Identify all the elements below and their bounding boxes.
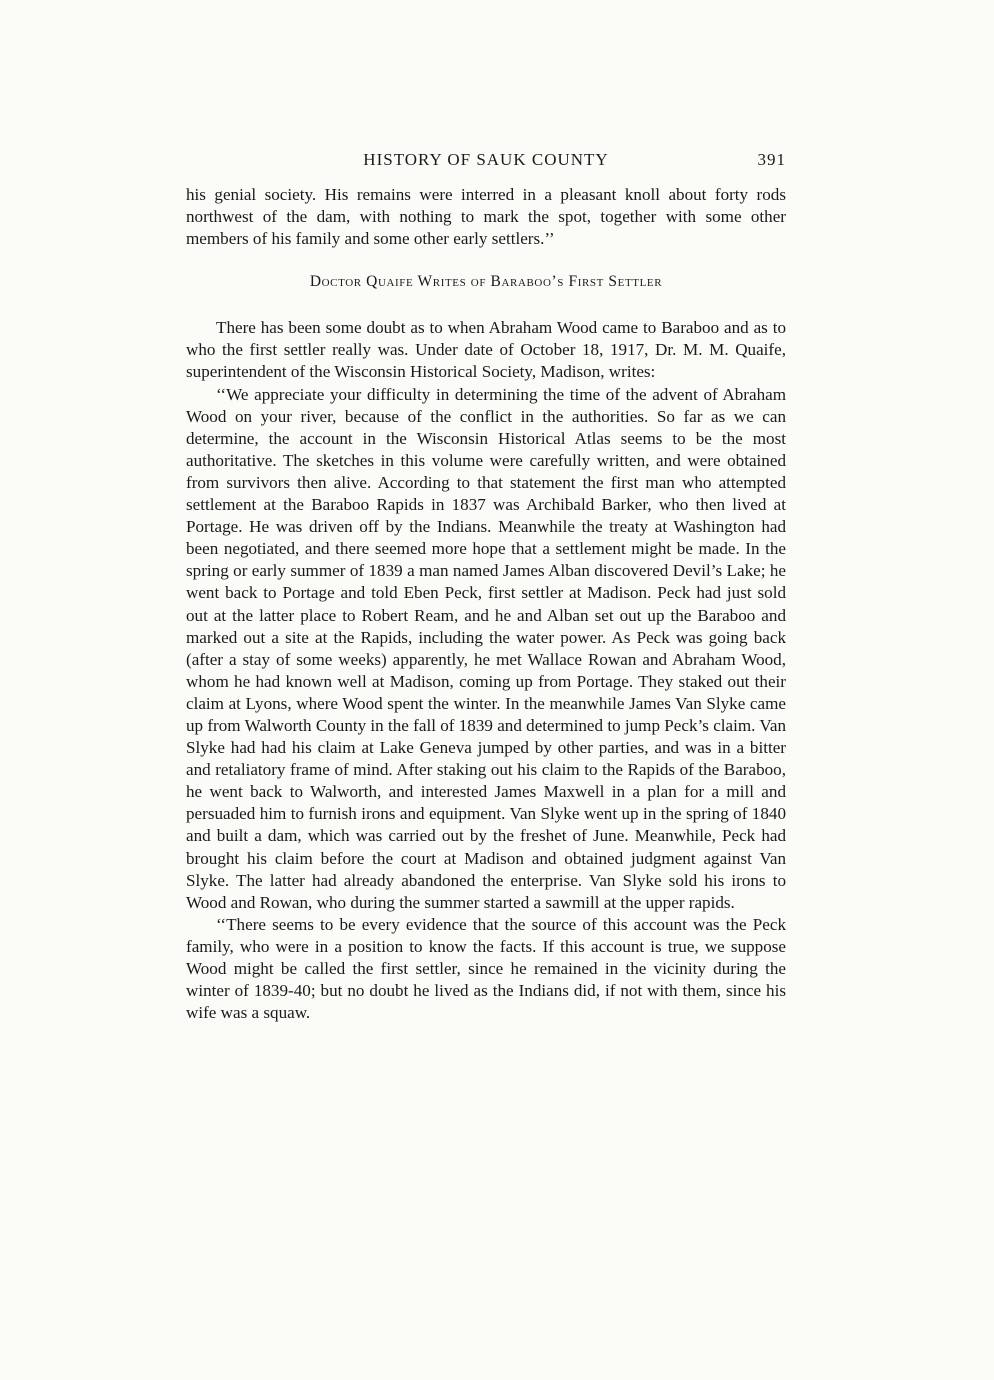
continued-paragraph: his genial society. His remains were interred in a pleasant knoll about forty rods northwest of the dam, with nothing to mark the spot, together with some other members of his family and some other early settlers.’’ bbox=[186, 185, 786, 249]
book-page bbox=[186, 150, 786, 1024]
quoted-paragraph: ‘‘We appreciate your difficulty in determining the time of the advent of Abraham Wood on your river, because of the conflict in the authorities. So far as we can determine, the account in the Wisconsin Historical Atlas seems to be the most authoritative. The sketches in this volume were carefully written, and were obtained from survivors then alive. According to that statement the first man who attempted settlement at the Baraboo Rapids in 1837 was Archibald Barker, who then lived at Portage. He was driven off by the Indians. Meanwhile the treaty at Washington had been negotiated, and there seemed more hope that a settlement might be made. In the spring or early summer of 1839 a man named James Alban discovered Devil’s Lake; he went back to Portage and told Eben Peck, first settler at Madison. Peck had just sold out at the latter place to Robert Ream, and he and Alban set out up the Baraboo and marked out a site at the Rapids, including the water power. As Peck was going back (after a stay of some weeks) apparently, he met Wallace Rowan and Abraham Wood, whom he had known well at Madison, coming up from Portage. They staked out their claim at Lyons, where Wood spent the winter. In the meanwhile James Van Slyke came up from Walworth County in the fall of 1839 and determined to jump Peck’s claim. Van Slyke had had his claim at Lake Geneva jumped by other parties, and was in a bitter and retaliatory frame of mind. After staking out his claim to the Rapids of the Baraboo, he went back to Walworth, and interested James Maxwell in a plan for a mill and persuaded him to furnish irons and equipment. Van Slyke went up in the spring of 1840 and built a dam, which was carried out by the freshet of June. Meanwhile, Peck had brought his claim before the court at Madison and obtained judgment against Van Slyke. The latter had already abandoned the enterprise. Van Slyke sold his irons to Wood and Rowan, who during the summer started a sawmill at the upper rapids. bbox=[186, 384, 786, 912]
running-head bbox=[186, 150, 786, 176]
page-number: 391 bbox=[757, 150, 786, 169]
quoted-paragraph: ‘‘There seems to be every evidence that the source of this account was the Peck family, who were in a position to know the facts. If this account is true, we suppose Wood might be called the first settler, since he remained in the vicinity during the winter of 1839-40; but no doubt he lived as the Indians did, if not with them, since his wife was a squaw. bbox=[186, 914, 786, 1023]
running-title: HISTORY OF SAUK COUNTY bbox=[363, 150, 609, 169]
section-heading: Doctor Quaife Writes of Baraboo’s First Settler bbox=[309, 273, 663, 291]
body-paragraph: There has been some doubt as to when Abraham Wood came to Baraboo and as to who the first settler really was. Under date of October 18, 1917, Dr. M. M. Quaife, superintendent of the Wisconsin Historical Society, Madison, writes: bbox=[186, 318, 786, 382]
